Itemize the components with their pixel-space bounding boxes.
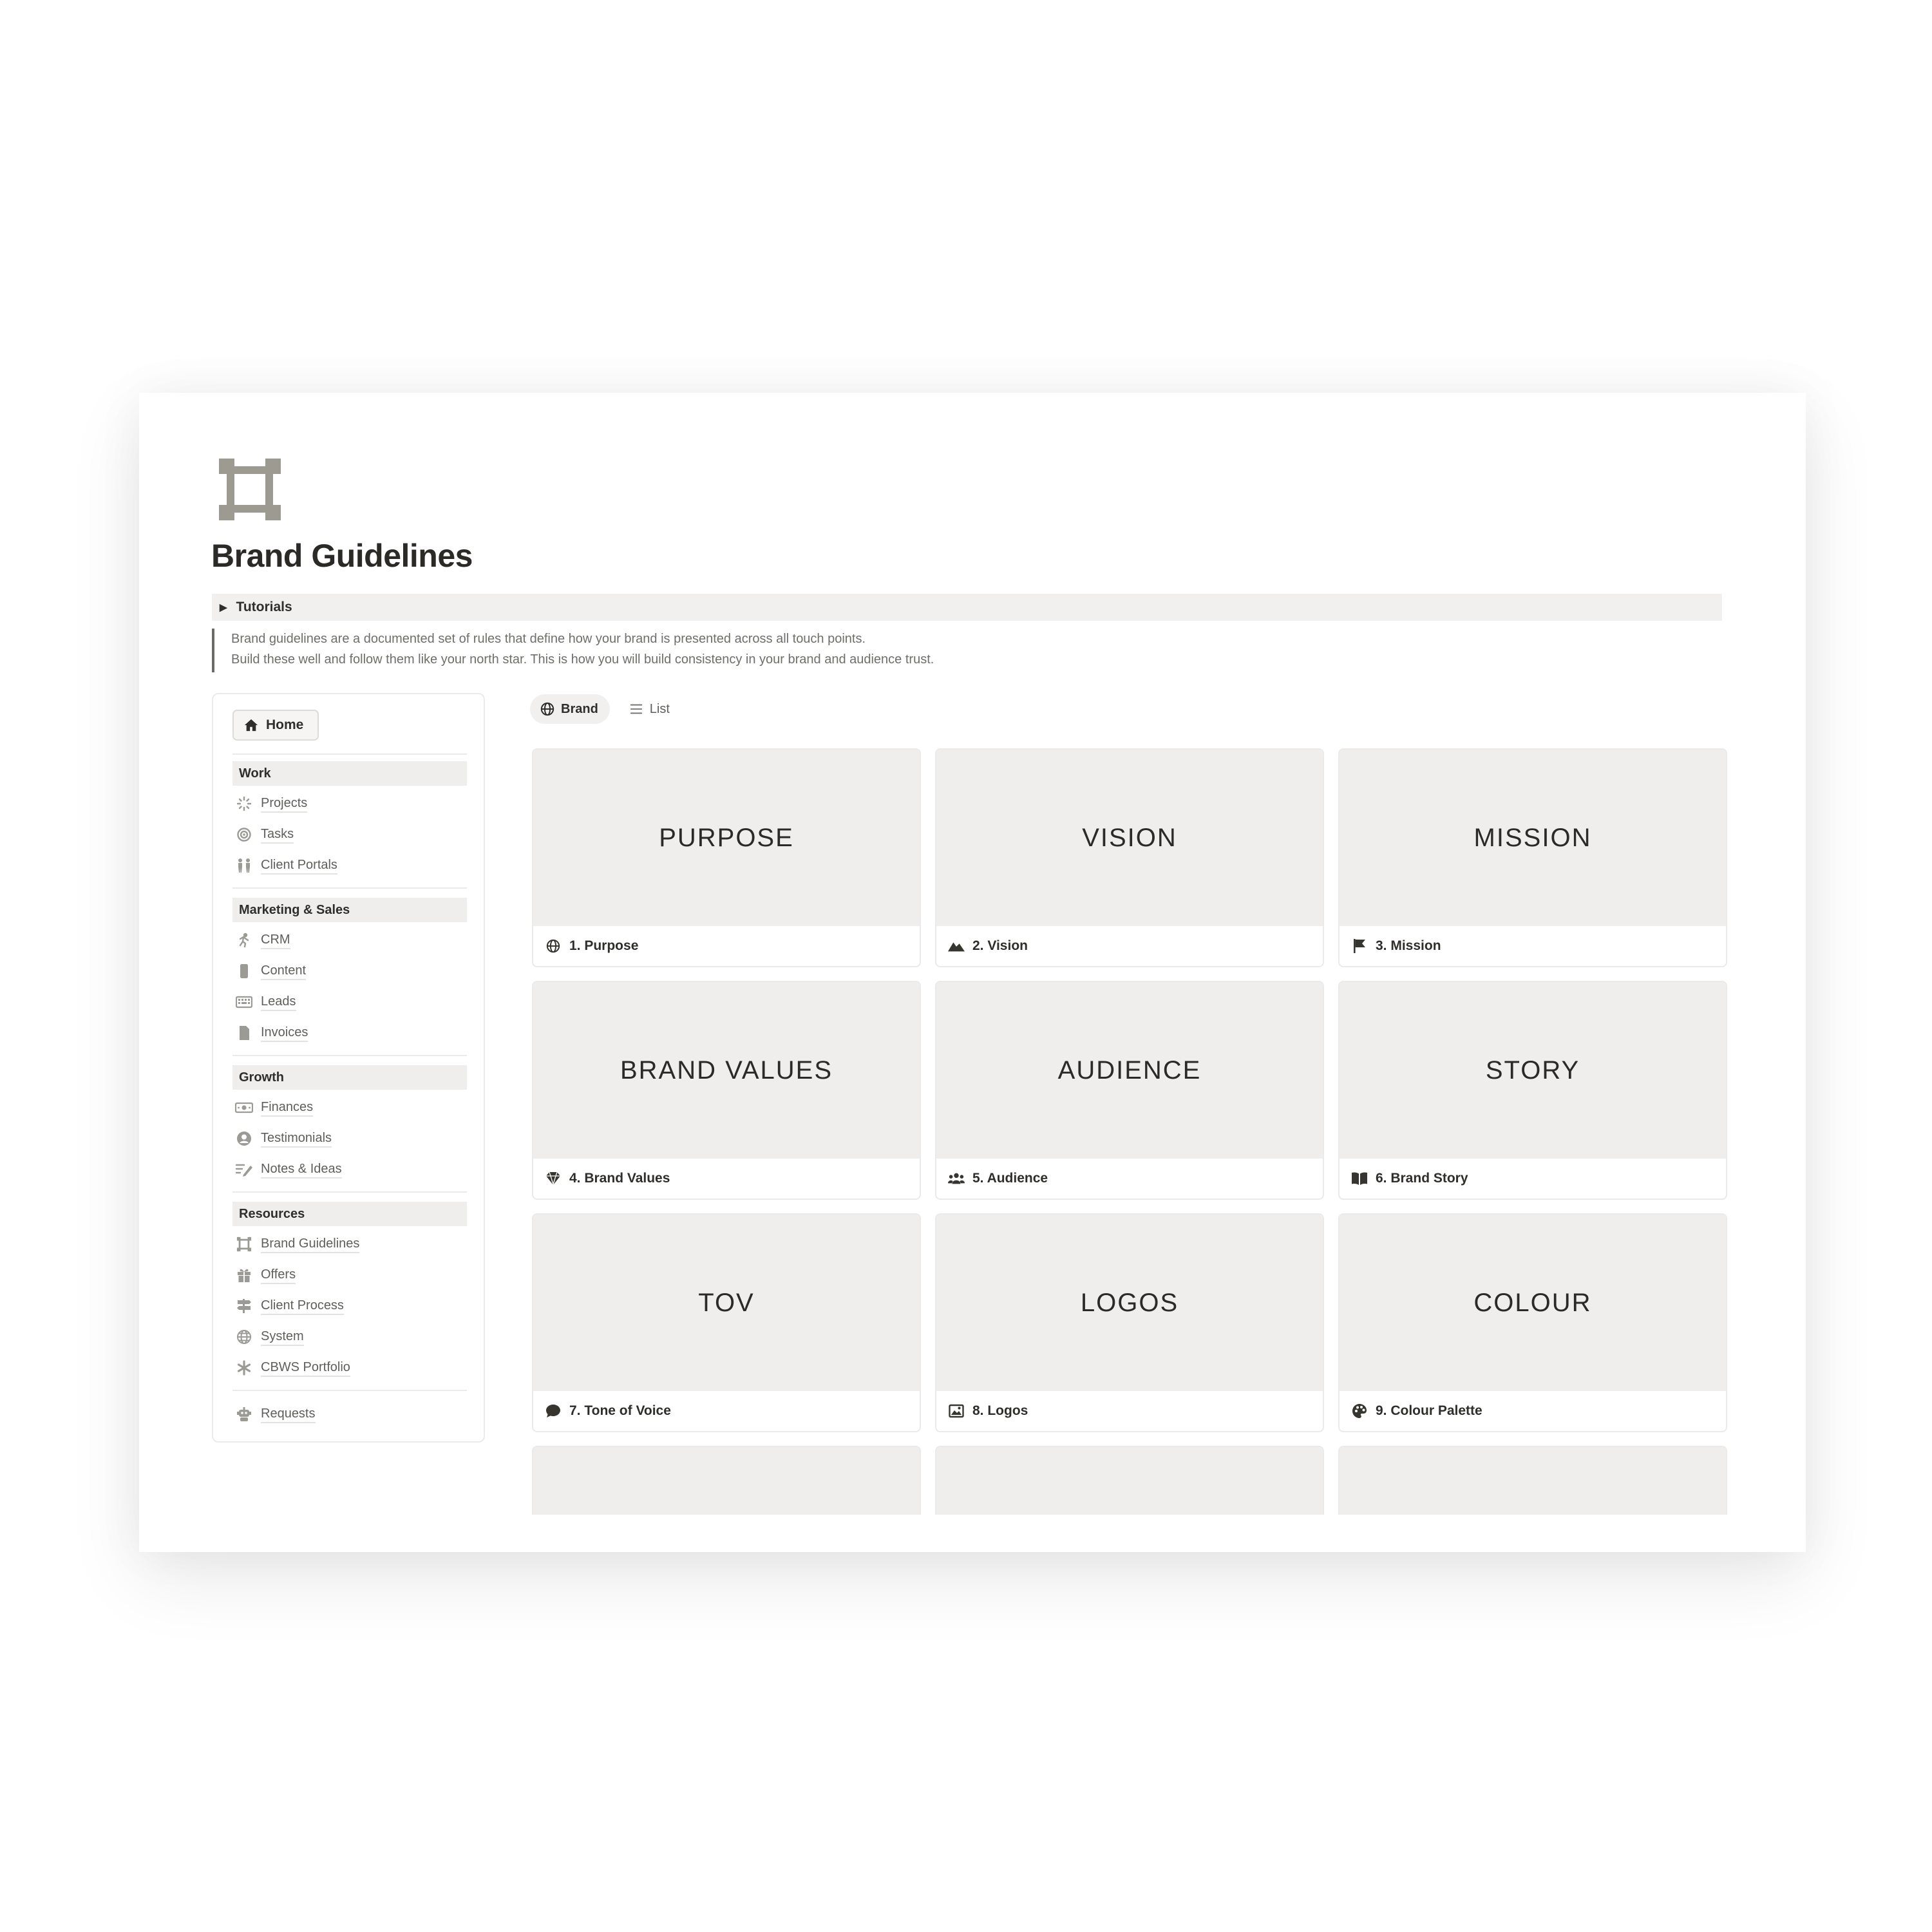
globe-icon	[545, 938, 562, 954]
card-cover: VISION	[936, 750, 1323, 926]
sidebar-item-content[interactable]	[235, 958, 306, 984]
sidebar-item-client-portals[interactable]	[235, 853, 337, 878]
people-icon	[235, 857, 253, 875]
gallery-card-partial[interactable]	[532, 1446, 921, 1515]
card-cover: BRAND VALUES	[533, 982, 920, 1159]
gallery-card-purpose[interactable]	[532, 748, 921, 967]
sidebar-item-label: Requests	[261, 1405, 316, 1423]
sidebar-item-label: Client Portals	[261, 857, 337, 875]
phone-icon	[235, 962, 253, 980]
gallery-card-vision[interactable]	[935, 748, 1324, 967]
image-icon	[948, 1403, 965, 1419]
keyboard-icon	[235, 993, 253, 1011]
card-cover: STORY	[1340, 982, 1726, 1159]
toggle-label: Tutorials	[236, 600, 292, 614]
divider	[232, 753, 467, 755]
home-button[interactable]	[232, 710, 319, 741]
gallery-card-partial[interactable]	[935, 1446, 1324, 1515]
sidebar-item-tasks[interactable]	[235, 822, 294, 848]
gallery-card-mission[interactable]	[1338, 748, 1727, 967]
globe-icon	[540, 702, 554, 716]
card-caption	[533, 1391, 920, 1431]
sidebar-item-label: Content	[261, 962, 306, 980]
card-cover: TOV	[533, 1215, 920, 1391]
card-cover: MISSION	[1340, 750, 1726, 926]
flag-icon	[1351, 938, 1368, 954]
note-pen-icon	[235, 1160, 253, 1179]
description-line: Brand guidelines are a documented set of rules that define how your brand is presented across all touch points.	[231, 632, 866, 646]
asterisk-icon	[235, 1359, 253, 1377]
description-quote	[212, 629, 934, 672]
sidebar-item-label: System	[261, 1328, 304, 1346]
section-work: Work	[232, 761, 467, 786]
gallery-card-partial[interactable]	[1338, 1446, 1727, 1515]
divider	[232, 1191, 467, 1193]
sidebar-item-leads[interactable]	[235, 989, 296, 1015]
list-icon	[629, 702, 643, 716]
sidebar-item-projects[interactable]	[235, 791, 307, 817]
user-circle-icon	[235, 1130, 253, 1148]
group-icon	[948, 1170, 965, 1187]
card-caption	[1340, 926, 1726, 966]
sidebar-item-label: CBWS Portfolio	[261, 1359, 350, 1377]
gallery-card-brand-values[interactable]	[532, 981, 921, 1200]
gift-icon	[235, 1266, 253, 1284]
card-caption	[936, 926, 1323, 966]
gallery-card-logos[interactable]	[935, 1213, 1324, 1432]
sidebar-item-invoices[interactable]	[235, 1020, 308, 1046]
card-cover	[1340, 1447, 1726, 1515]
tab-label: Brand	[561, 701, 598, 716]
sidebar-item-label: Offers	[261, 1266, 296, 1284]
tab-list[interactable]	[619, 694, 681, 724]
sidebar-item-label: Leads	[261, 993, 296, 1011]
sidebar-item-requests[interactable]	[235, 1401, 316, 1427]
card-caption	[936, 1391, 1323, 1431]
sidebar-item-label: Testimonials	[261, 1130, 332, 1148]
card-title: 5. Audience	[972, 1171, 1048, 1186]
sidebar-item-testimonials[interactable]	[235, 1126, 332, 1151]
card-title: 1. Purpose	[569, 938, 639, 953]
signpost-icon	[235, 1297, 253, 1315]
palette-icon	[1351, 1403, 1368, 1419]
card-cover: AUDIENCE	[936, 982, 1323, 1159]
card-title: 6. Brand Story	[1376, 1171, 1468, 1186]
section-growth: Growth	[232, 1065, 467, 1090]
sidebar-item-crm[interactable]	[235, 927, 290, 953]
card-cover	[936, 1447, 1323, 1515]
divider	[232, 1055, 467, 1056]
loader-icon	[235, 795, 253, 813]
card-caption	[533, 926, 920, 966]
sidebar-item-system[interactable]	[235, 1324, 304, 1350]
sidebar-item-label: Client Process	[261, 1297, 344, 1315]
card-title: 9. Colour Palette	[1376, 1403, 1482, 1418]
sidebar-item-brand-guidelines[interactable]	[235, 1231, 359, 1257]
diamond-icon	[545, 1170, 562, 1187]
home-label: Home	[266, 717, 304, 732]
sidebar-item-cbws-portfolio[interactable]	[235, 1355, 350, 1381]
tab-brand[interactable]	[530, 694, 610, 724]
gallery-card-tone-of-voice[interactable]	[532, 1213, 921, 1432]
sidebar-item-label: Projects	[261, 795, 307, 813]
book-icon	[1351, 1170, 1368, 1187]
runner-icon	[235, 931, 253, 949]
card-title: 4. Brand Values	[569, 1171, 670, 1186]
gallery-view	[532, 748, 1730, 1515]
gallery-card-colour-palette[interactable]	[1338, 1213, 1727, 1432]
card-title: 3. Mission	[1376, 938, 1441, 953]
notion-page	[139, 393, 1806, 1552]
page-title: Brand Guidelines	[211, 538, 473, 574]
mountain-icon	[948, 938, 965, 954]
frame-icon	[235, 1235, 253, 1253]
divider	[232, 887, 467, 889]
triangle-right-icon[interactable]: ▶	[220, 602, 227, 613]
document-icon	[235, 1024, 253, 1042]
tutorials-toggle[interactable]	[212, 594, 1722, 621]
card-caption	[533, 1159, 920, 1198]
description-line: Build these well and follow them like your north star. This is how you will build consistency in your brand and audience trust.	[231, 652, 934, 667]
sidebar-item-offers[interactable]	[235, 1262, 296, 1288]
card-caption	[1340, 1391, 1726, 1431]
card-caption	[936, 1159, 1323, 1198]
target-icon	[235, 826, 253, 844]
sidebar-item-finances[interactable]	[235, 1095, 313, 1121]
gallery-card-brand-story[interactable]	[1338, 981, 1727, 1200]
sidebar-item-label: Finances	[261, 1099, 313, 1117]
gallery-card-audience[interactable]	[935, 981, 1324, 1200]
section-resources: Resources	[232, 1202, 467, 1226]
card-cover: LOGOS	[936, 1215, 1323, 1391]
sidebar-item-label: Tasks	[261, 826, 294, 844]
section-marketing-sales: Marketing & Sales	[232, 898, 467, 922]
sidebar-item-label: Notes & Ideas	[261, 1160, 342, 1179]
divider	[232, 1390, 467, 1391]
sidebar-item-label: Brand Guidelines	[261, 1235, 359, 1253]
card-caption	[1340, 1159, 1726, 1198]
sidebar-item-label: Invoices	[261, 1024, 308, 1042]
house-icon	[244, 718, 258, 732]
sidebar-item-label: CRM	[261, 931, 290, 949]
card-cover	[533, 1447, 920, 1515]
tab-label: List	[649, 701, 670, 716]
globe-icon	[235, 1328, 253, 1346]
speech-bubble-icon	[545, 1403, 562, 1419]
frame-icon	[216, 456, 283, 523]
card-title: 7. Tone of Voice	[569, 1403, 671, 1418]
sidebar-item-client-process[interactable]	[235, 1293, 344, 1319]
card-title: 2. Vision	[972, 938, 1028, 953]
card-cover: PURPOSE	[533, 750, 920, 926]
view-tabs	[530, 694, 681, 724]
card-title: 8. Logos	[972, 1403, 1028, 1418]
money-icon	[235, 1099, 253, 1117]
navigation-sidebar	[212, 693, 485, 1443]
robot-icon	[235, 1405, 253, 1423]
sidebar-item-notes-ideas[interactable]	[235, 1157, 342, 1182]
card-cover: COLOUR	[1340, 1215, 1726, 1391]
